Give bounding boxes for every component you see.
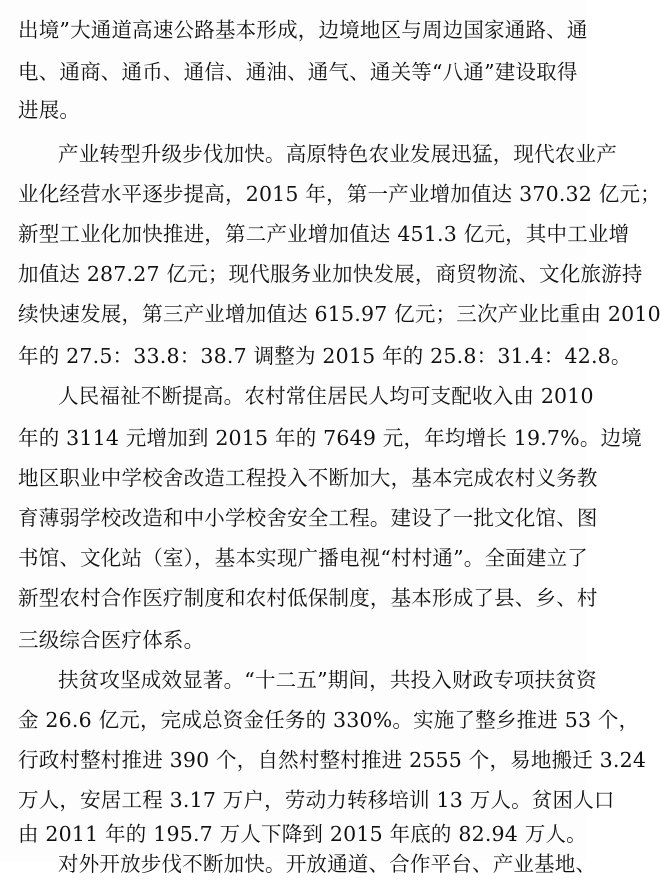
text-line: 出境”大通道高速公路基本形成，边境地区与周边国家通路、通 — [18, 18, 588, 42]
text-line: 续快速发展，第三产业增加值达 615.97 亿元；三次产业比重由 2010 — [18, 302, 661, 326]
paragraph-first-line: 对外开放步伐不断加快。开放通道、合作平台、产业基地、 — [58, 852, 597, 876]
text-line: 业化经营水平逐步提高，2015 年，第一产业增加值达 370.32 亿元； — [18, 182, 661, 206]
text-line: 行政村整村推进 390 个，自然村整村推进 2555 个，易地搬迁 3.24 — [18, 748, 647, 772]
paragraph-first-line: 人民福祉不断提高。农村常住居民人均可支配收入由 2010 — [58, 384, 594, 408]
text-line: 电、通商、通币、通信、通油、通气、通关等“八通”建设取得 — [18, 60, 578, 84]
paragraph-first-line: 扶贫攻坚成效显著。“十二五”期间，共投入财政专项扶贫资 — [58, 668, 597, 692]
text-line: 进展。 — [18, 98, 81, 122]
paragraph-first-line: 产业转型升级步伐加快。高原特色农业发展迅猛，现代农业产 — [58, 142, 617, 166]
text-line: 万人，安居工程 3.17 万户，劳动力转移培训 13 万人。贫困人口 — [18, 788, 615, 812]
text-line: 地区职业中学校舍改造工程投入不断加大，基本完成农村义务教 — [18, 466, 598, 490]
text-line: 书馆、文化站（室），基本实现广播电视“村村通”。全面建立了 — [18, 546, 589, 570]
text-line: 年的 27.5：33.8：38.7 调整为 2015 年的 25.8：31.4：42.8。 — [18, 344, 632, 368]
text-line: 新型农村合作医疗制度和农村低保制度，基本形成了县、乡、村 — [18, 586, 598, 610]
text-line: 加值达 287.27 亿元；现代服务业加快发展，商贸物流、文化旅游持 — [18, 262, 643, 286]
text-line: 三级综合医疗体系。 — [18, 628, 205, 652]
text-line: 金 26.6 亿元，完成总资金任务的 330%。实施了整乡推进 53 个， — [18, 708, 640, 732]
text-line: 年的 3114 元增加到 2015 年的 7649 元，年均增长 19.7%。边境 — [18, 426, 642, 450]
text-line: 新型工业化加快推进，第二产业增加值达 451.3 亿元，其中工业增 — [18, 222, 630, 246]
text-line: 由 2011 年的 195.7 万人下降到 2015 年底的 82.94 万人。 — [18, 822, 587, 846]
text-line: 育薄弱学校改造和中小学校舍安全工程。建设了一批文化馆、图 — [18, 506, 598, 530]
